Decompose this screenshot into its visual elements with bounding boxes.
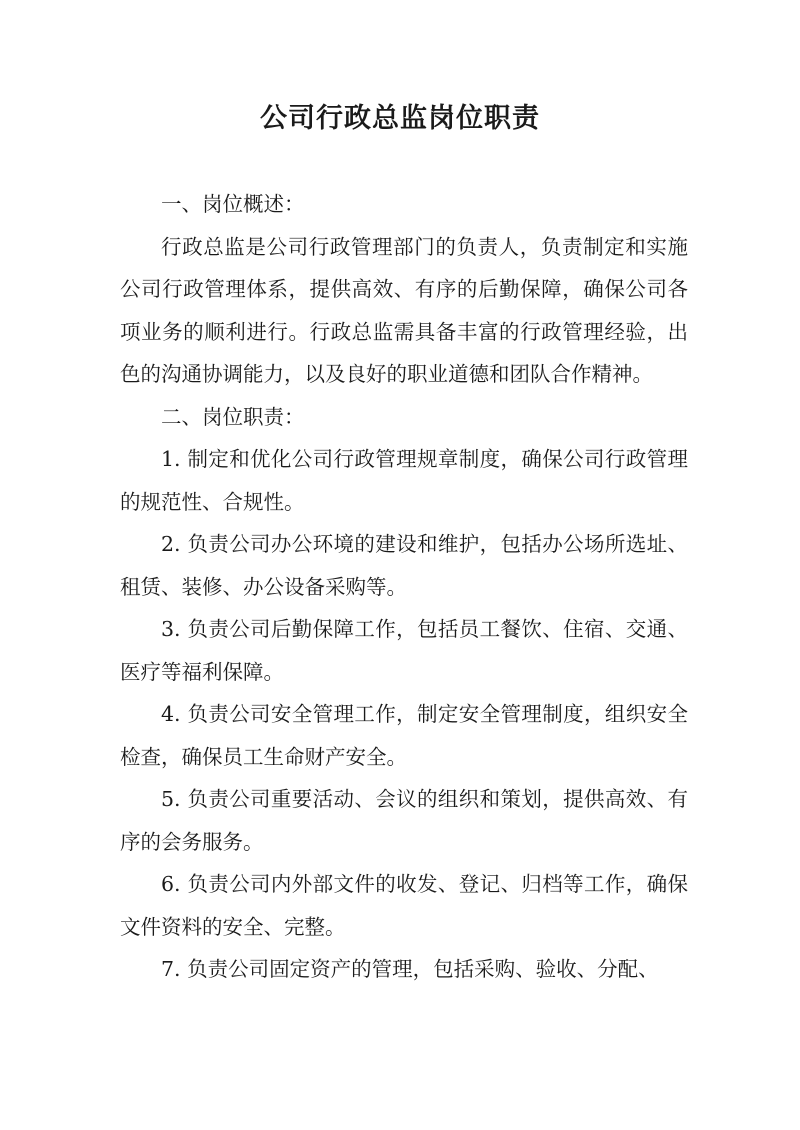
duty-item: 3. 负责公司后勤保障工作，包括员工餐饮、住宿、交通、医疗等福利保障。 [120,617,688,684]
duty-item: 6. 负责公司内外部文件的收发、登记、归档等工作，确保文件资料的安全、完整。 [120,872,688,939]
overview-paragraph: 行政总监是公司行政管理部门的负责人，负责制定和实施公司行政管理体系，提供高效、有序的后勤保障，确保公司各项业务的顺利进行。行政总监需具备丰富的行政管理经验，出色的沟通协调能力，以及良好的职业道德和团队合作精神。 [120,234,688,386]
section-heading-overview: 一、岗位概述： [161,192,305,216]
duty-item: 1. 制定和优化公司行政管理规章制度，确保公司行政管理的规范性、合规性。 [120,447,688,514]
section-heading-duties: 二、岗位职责： [161,404,305,429]
duty-item: 4. 负责公司安全管理工作，制定安全管理制度，组织安全检查，确保员工生命财产安全。 [120,702,688,769]
duty-item: 2. 负责公司办公环境的建设和维护，包括办公场所选址、租赁、装修、办公设备采购等。 [120,532,688,599]
document-body [120,183,688,991]
document-title: 公司行政总监岗位职责 [260,103,540,134]
duty-item: 5. 负责公司重要活动、会议的组织和策划，提供高效、有序的会务服务。 [120,787,688,854]
duty-item: 7. 负责公司固定资产的管理，包括采购、验收、分配、 [161,957,659,981]
